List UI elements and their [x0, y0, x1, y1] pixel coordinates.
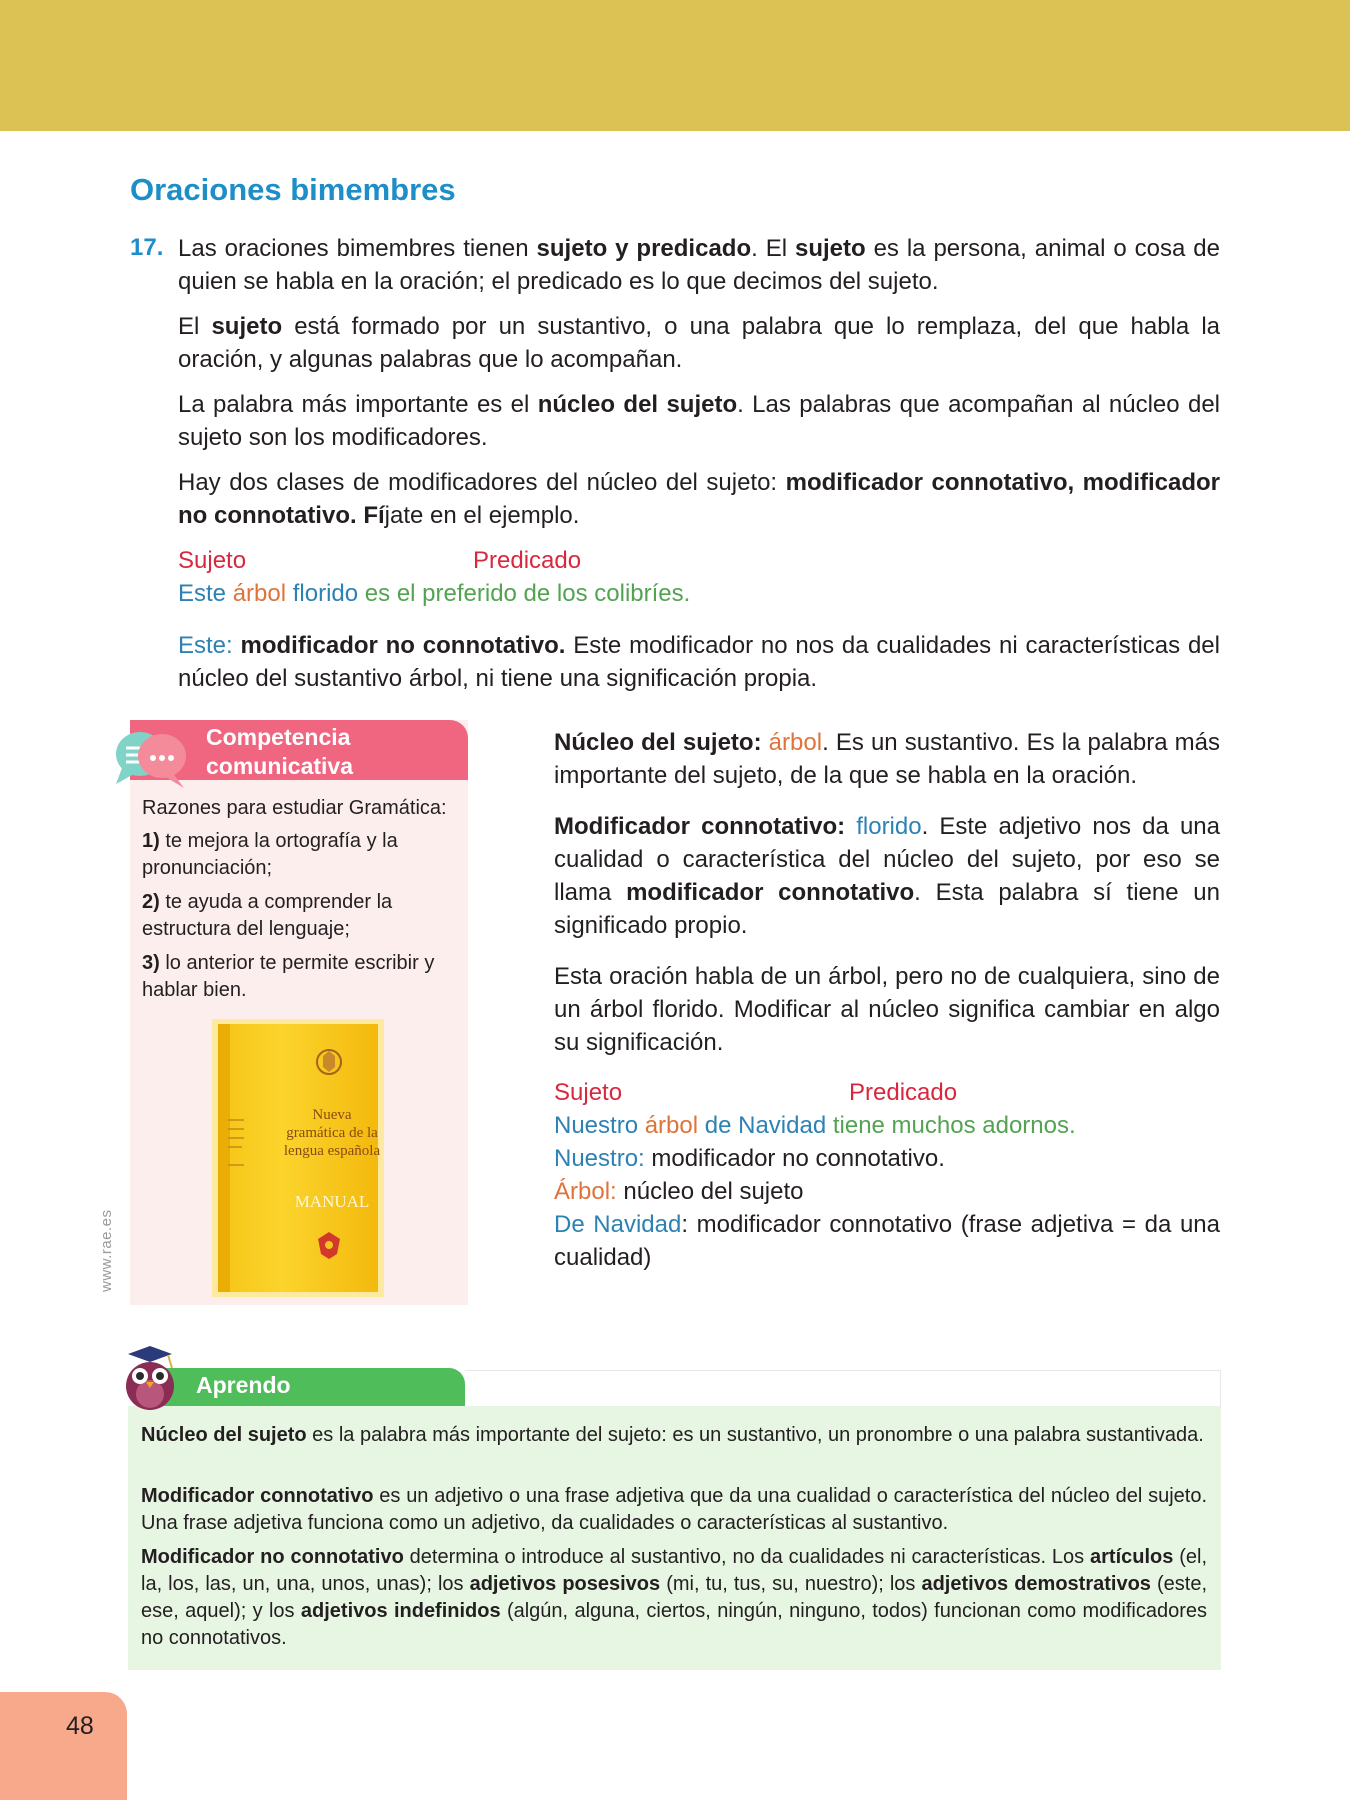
aprendo-no-connotativo: Modificador no connotativo determina o introduce al sustantivo, no da cualidades ni características. Los artículos (el, la, los, las, un, una, unos, unas); los adjetivos posesivos (mi, tu, tus, su, nuestro); los adjetivos demostrativos (este, ese, aquel); y los adjetivos indefinidos (algún, alguna, ciertos, ningún, ninguno, todos) funcionan como modificadores no connotativos. — [141, 1546, 1208, 1649]
modificador-paragraph: Modificador connotativo: florido. Este adjetivo nos da una cualidad o característica del núcleo del sujeto, por eso se llama modificador connotativo. Esta palabra sí tiene un significado propio. — [554, 813, 1221, 939]
book-spine-text-icon — [226, 1115, 246, 1175]
emblem-icon — [316, 1230, 342, 1260]
owl-icon — [116, 1344, 184, 1412]
example2-predicate-label: Predicado — [849, 1079, 958, 1106]
page-number: 48 — [66, 1712, 94, 1740]
competencia-item: 1) te mejora la ortografía y la pronunciación; — [142, 830, 398, 879]
example1-subject-label: Sujeto — [178, 547, 247, 574]
paragraph-modifiers: Hay dos clases de modificadores del núcleo del sujeto: modificador connotativo, modificador no connotativo. Fíjate en el ejemplo. — [178, 469, 1221, 529]
book-title: Nueva gramática de la lengua española — [283, 1107, 381, 1159]
book-manual-label: MANUAL — [294, 1192, 370, 1211]
aprendo-title: Aprendo — [196, 1372, 291, 1398]
paragraph-nucleus: La palabra más importante es el núcleo del sujeto. Las palabras que acompañan al núcleo del sujeto son los modificadores. — [178, 391, 1221, 451]
explanation-paragraph: Esta oración habla de un árbol, pero no de cualquiera, sino de un árbol florido. Modificar al núcleo significa cambiar en algo su significación. — [554, 963, 1220, 1056]
analysis-nuestro: Nuestro: modificador no connotativo. — [554, 1145, 945, 1172]
example2-subject-label: Sujeto — [554, 1079, 623, 1106]
exercise-number: 17. — [130, 234, 164, 261]
paragraph-definition: Las oraciones bimembres tienen sujeto y predicado. El sujeto es la persona, animal o cosa de quien se habla en la oración; el predicado es lo que decimos del sujeto. — [178, 235, 1220, 295]
image-credit: www.rae.es — [98, 1209, 115, 1292]
aprendo-border — [465, 1370, 1221, 1407]
competencia-item: 3) lo anterior te permite escribir y hablar bien. — [142, 952, 435, 1001]
paragraph-subject: El sujeto está formado por un sustantivo, o una palabra que lo remplaza, del que habla la oración, y algunas palabras que lo acompañan. — [178, 313, 1220, 373]
analysis-navidad: De Navidad: modificador connotativo (frase adjetiva = da una cualidad) — [554, 1211, 1220, 1271]
nucleo-paragraph: Núcleo del sujeto: árbol. Es un sustantivo. Es la palabra más importante del sujeto, de la que se habla en la oración. — [554, 729, 1220, 789]
example2-sentence: Nuestro árbol de Navidad tiene muchos adornos. — [554, 1112, 1076, 1139]
chat-bubbles-icon — [112, 724, 192, 794]
crest-icon — [314, 1045, 344, 1079]
aprendo-connotativo: Modificador connotativo es un adjetivo o una frase adjetiva que da una cualidad o característica del núcleo del sujeto. Una frase adjetiva funciona como un adjetivo, da cualidades o características al sustantivo. — [141, 1485, 1208, 1534]
example1-predicate-label: Predicado — [473, 547, 582, 574]
aprendo-nucleo: Núcleo del sujeto es la palabra más importante del sujeto: es un sustantivo, un pronombre o una palabra sustantivada. — [141, 1424, 1204, 1446]
page-number-tab — [0, 1692, 127, 1800]
competencia-item: 2) te ayuda a comprender la estructura del lenguaje; — [142, 891, 393, 940]
header-band — [0, 0, 1350, 131]
example1-sentence: Este árbol florido es el preferido de los colibríes. — [178, 580, 691, 607]
competencia-title: Competencia comunicativa — [206, 724, 353, 779]
section-title: Oraciones bimembres — [130, 172, 456, 207]
example2-labels — [554, 1076, 1220, 1109]
competencia-intro: Razones para estudiar Gramática: — [142, 797, 447, 819]
paragraph-este: Este: modificador no connotativo. Este modificador no nos da cualidades ni características del núcleo del sustantivo árbol, ni tiene una significación propia. — [178, 632, 1220, 692]
analysis-arbol: Árbol: núcleo del sujeto — [554, 1178, 804, 1205]
